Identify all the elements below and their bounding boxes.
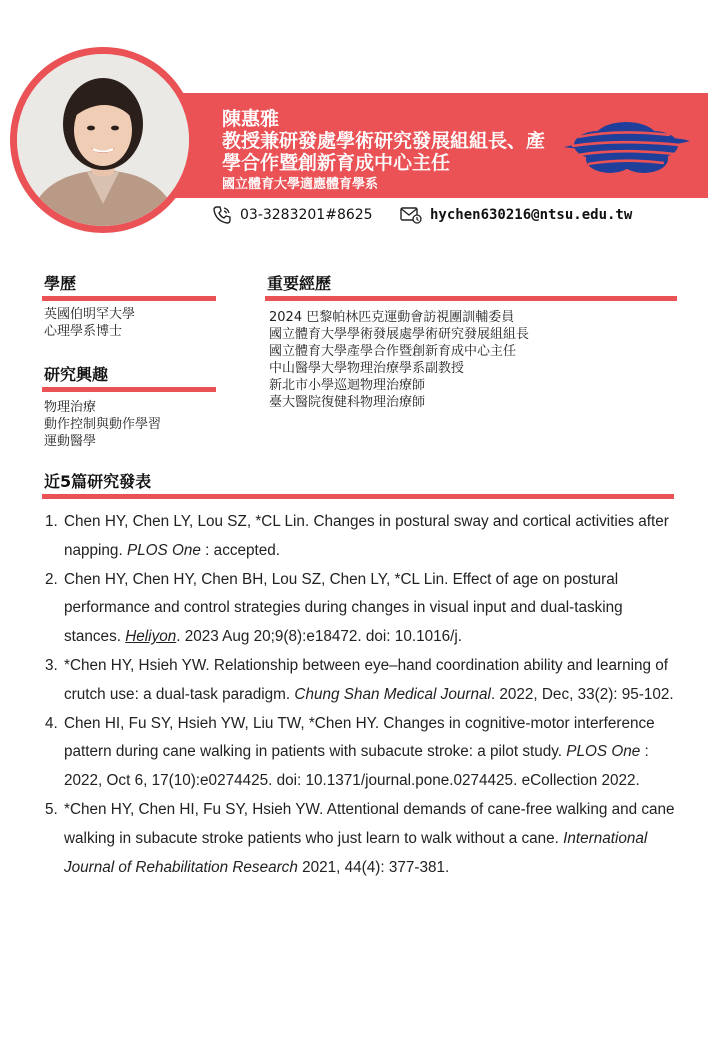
publication-number: 5. [45,800,58,818]
publication-journal: PLOS One [566,743,641,761]
research-item: 動作控制與動作學習 [44,417,162,432]
education-divider [42,296,216,301]
email-contact [400,204,632,226]
email-icon [400,206,422,224]
publication-number: 2. [45,570,58,588]
publication-authors: Chen HI, Fu SY, Hsieh YW, Liu TW, *Chen HY. Changes in cognitive-motor interference pattern during cane walking in patients with subacute stroke: a pilot study. [64,714,655,761]
experience-item: 國立體育大學產學合作暨創新育成中心主任 [269,344,517,359]
publication-authors: *Chen HY, Chen HI, Fu SY, Hsieh YW. Attentional demands of cane-free walking and cane walking in subacute stroke patients who just learn to walk without a cane. [64,800,675,847]
publication-list [42,508,678,882]
person-name: 陳惠雅 [222,108,280,130]
publication-details: : 2022, Oct 6, 17(10):e0274425. doi: 10.1371/journal.pone.0274425. eCollection 2022. [64,743,649,790]
publication-journal-link[interactable]: Heliyon [125,628,177,646]
experience-item: 臺大醫院復健科物理治療師 [269,395,426,410]
publication-journal: Chung Shan Medical Journal [294,685,491,703]
research-divider [42,387,216,392]
publication-journal: International Journal of Rehabilitation Research [64,829,648,876]
education-item: 英國伯明罕大學 [44,307,136,322]
publication-details: . 2023 Aug 20;9(8):e18472. doi: 10.1016/j. [176,628,463,646]
person-title: 教授兼研發處學術研究發展組組長、產學合作暨創新育成中心主任 [222,130,546,174]
publications-divider [42,494,674,499]
publication-item [42,796,678,882]
publication-item [42,710,678,796]
publication-item [42,508,678,566]
experience-item: 國立體育大學學術發展處學術研究發展組組長 [269,327,530,342]
publication-authors: Chen HY, Chen HY, Chen BH, Lou SZ, Chen LY, *CL Lin. Effect of age on postural performance and control strategies during changes in visual input and dual-tasking stances. [64,570,623,646]
phone-contact [212,204,373,226]
publication-journal: PLOS One [126,541,201,559]
experience-divider [265,296,677,301]
publication-details: : accepted. [200,541,281,559]
university-logo [558,117,692,181]
publication-authors: *Chen HY, Hsieh YW. Relationship between eye–hand coordination ability and learning of crutch use: a dual-task paradigm. [64,656,669,703]
publication-details: 2021, 44(4): 377-381. [297,858,450,876]
research-heading: 研究興趣 [44,365,109,384]
phone-number: 03-3283201#8625 [240,207,373,223]
publication-number: 3. [45,656,58,674]
education-heading: 學歷 [44,274,77,293]
publication-number: 4. [45,714,58,732]
education-item: 心理學系博士 [44,324,123,339]
experience-item: 2024 巴黎帕林匹克運動會訪視團訓輔委員 [269,310,515,325]
research-item: 物理治療 [44,400,97,415]
experience-list [269,309,529,411]
experience-heading: 重要經歷 [267,274,332,293]
experience-item: 中山醫學大學物理治療學系副教授 [269,361,465,376]
experience-item: 新北市小學巡迴物理治療師 [269,378,426,393]
publication-details: . 2022, Dec, 33(2): 95-102. [490,685,674,703]
publication-item [42,652,678,710]
publication-number: 1. [45,513,58,530]
research-list [44,399,161,450]
portrait-photo [17,54,189,226]
phone-icon [212,205,232,225]
email-address[interactable]: hychen630216@ntsu.edu.tw [430,207,633,223]
publication-item [42,566,678,652]
department: 國立體育大學適應體育學系 [222,177,379,192]
publication-authors: Chen HY, Chen LY, Lou SZ, *CL Lin. Changes in postural sway and cortical activities after napping. [64,513,669,559]
education-list [44,306,135,340]
publications-heading: 近5篇研究發表 [44,472,152,491]
research-item: 運動醫學 [44,434,97,449]
